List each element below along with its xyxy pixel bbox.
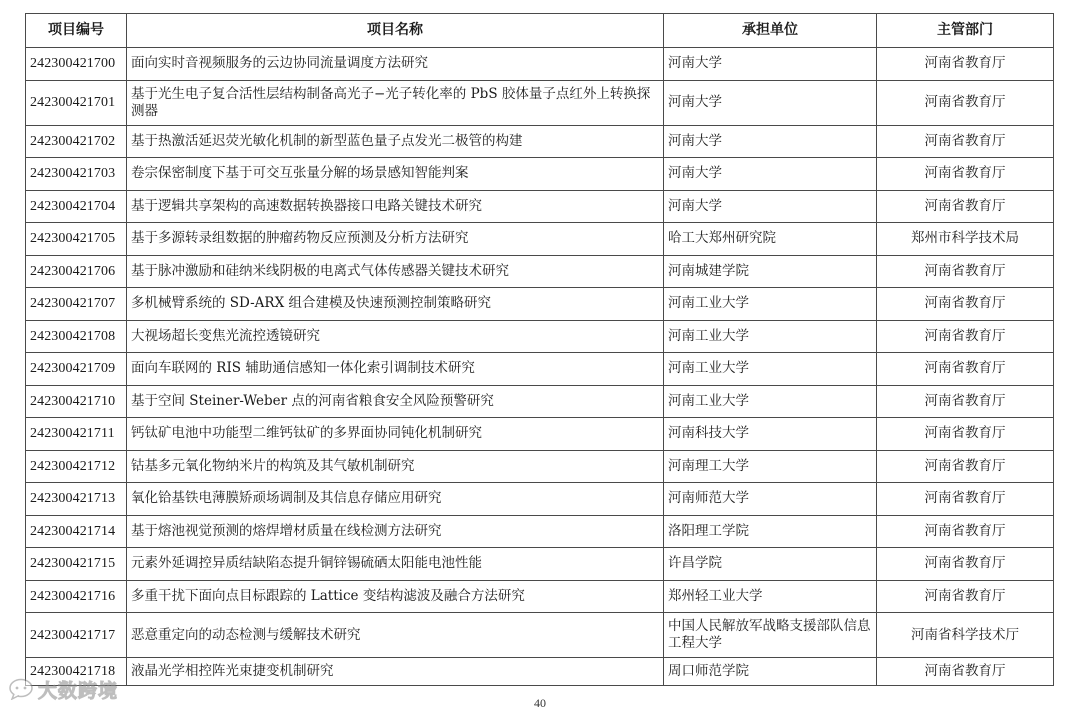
cell-supervising-dept: 河南省教育厅	[877, 450, 1054, 483]
cell-project-name: 基于空间 Steiner-Weber 点的河南省粮食安全风险预警研究	[127, 385, 664, 418]
cell-project-name: 面向车联网的 RIS 辅助通信感知一体化索引调制技术研究	[127, 353, 664, 386]
table-row	[26, 125, 1054, 158]
cell-undertaking-unit: 中国人民解放军战略支援部队信息工程大学	[664, 613, 877, 658]
cell-project-id: 242300421716	[26, 580, 127, 613]
table-row	[26, 80, 1054, 125]
cell-project-id: 242300421709	[26, 353, 127, 386]
header-supervising-dept: 主管部门	[877, 14, 1054, 48]
cell-project-id: 242300421700	[26, 48, 127, 81]
table-row	[26, 288, 1054, 321]
cell-undertaking-unit: 洛阳理工学院	[664, 515, 877, 548]
cell-supervising-dept: 河南省教育厅	[877, 580, 1054, 613]
table-row	[26, 158, 1054, 191]
cell-project-id: 242300421703	[26, 158, 127, 191]
cell-project-id: 242300421718	[26, 658, 127, 686]
cell-undertaking-unit: 河南理工大学	[664, 450, 877, 483]
cell-supervising-dept: 河南省教育厅	[877, 385, 1054, 418]
cell-undertaking-unit: 河南工业大学	[664, 320, 877, 353]
project-table	[25, 13, 1054, 686]
cell-undertaking-unit: 郑州轻工业大学	[664, 580, 877, 613]
table-header	[26, 14, 1054, 48]
cell-supervising-dept: 河南省教育厅	[877, 658, 1054, 686]
cell-project-name: 液晶光学相控阵光束捷变机制研究	[127, 658, 664, 686]
cell-supervising-dept: 河南省教育厅	[877, 48, 1054, 81]
cell-project-name: 基于熔池视觉预测的熔焊增材质量在线检测方法研究	[127, 515, 664, 548]
cell-supervising-dept: 河南省教育厅	[877, 190, 1054, 223]
cell-undertaking-unit: 河南大学	[664, 190, 877, 223]
cell-supervising-dept: 河南省教育厅	[877, 320, 1054, 353]
cell-project-name: 元素外延调控异质结缺陷态提升铜锌锡硫硒太阳能电池性能	[127, 548, 664, 581]
page-number: 40	[534, 696, 546, 710]
cell-supervising-dept: 河南省教育厅	[877, 483, 1054, 516]
header-project-id: 项目编号	[26, 14, 127, 48]
cell-project-name: 基于逻辑共享架构的高速数据转换器接口电路关键技术研究	[127, 190, 664, 223]
cell-undertaking-unit: 河南城建学院	[664, 255, 877, 288]
table-row	[26, 515, 1054, 548]
cell-project-id: 242300421708	[26, 320, 127, 353]
cell-undertaking-unit: 哈工大郑州研究院	[664, 223, 877, 256]
cell-supervising-dept: 河南省教育厅	[877, 255, 1054, 288]
cell-project-name: 氧化铪基铁电薄膜矫顽场调制及其信息存储应用研究	[127, 483, 664, 516]
cell-project-name: 恶意重定向的动态检测与缓解技术研究	[127, 613, 664, 658]
table-row	[26, 450, 1054, 483]
table-row	[26, 255, 1054, 288]
table-row	[26, 223, 1054, 256]
cell-undertaking-unit: 河南师范大学	[664, 483, 877, 516]
cell-supervising-dept: 郑州市科学技术局	[877, 223, 1054, 256]
cell-project-name: 基于多源转录组数据的肿瘤药物反应预测及分析方法研究	[127, 223, 664, 256]
cell-undertaking-unit: 河南大学	[664, 48, 877, 81]
table-row	[26, 48, 1054, 81]
cell-supervising-dept: 河南省教育厅	[877, 418, 1054, 451]
cell-project-id: 242300421704	[26, 190, 127, 223]
cell-supervising-dept: 河南省教育厅	[877, 548, 1054, 581]
cell-undertaking-unit: 河南大学	[664, 80, 877, 125]
cell-project-id: 242300421717	[26, 613, 127, 658]
table-row	[26, 353, 1054, 386]
table-row	[26, 580, 1054, 613]
cell-project-id: 242300421702	[26, 125, 127, 158]
cell-project-id: 242300421712	[26, 450, 127, 483]
project-list-sheet	[25, 13, 1053, 686]
table-row	[26, 190, 1054, 223]
header-undertaking-unit: 承担单位	[664, 14, 877, 48]
header-project-name: 项目名称	[127, 14, 664, 48]
cell-project-name: 卷宗保密制度下基于可交互张量分解的场景感知智能判案	[127, 158, 664, 191]
cell-project-name: 多重干扰下面向点目标跟踪的 Lattice 变结构滤波及融合方法研究	[127, 580, 664, 613]
cell-project-id: 242300421714	[26, 515, 127, 548]
cell-project-id: 242300421706	[26, 255, 127, 288]
cell-undertaking-unit: 河南工业大学	[664, 288, 877, 321]
cell-project-name: 基于光生电子复合活性层结构制备高光子−光子转化率的 PbS 胶体量子点红外上转换探测器	[127, 80, 664, 125]
table-body	[26, 48, 1054, 686]
cell-project-id: 242300421711	[26, 418, 127, 451]
cell-project-name: 基于脉冲激励和硅纳米线阴极的电离式气体传感器关键技术研究	[127, 255, 664, 288]
table-row	[26, 320, 1054, 353]
cell-project-id: 242300421705	[26, 223, 127, 256]
cell-supervising-dept: 河南省科学技术厅	[877, 613, 1054, 658]
cell-project-id: 242300421713	[26, 483, 127, 516]
cell-project-id: 242300421707	[26, 288, 127, 321]
cell-project-id: 242300421701	[26, 80, 127, 125]
cell-supervising-dept: 河南省教育厅	[877, 158, 1054, 191]
cell-supervising-dept: 河南省教育厅	[877, 80, 1054, 125]
cell-project-id: 242300421710	[26, 385, 127, 418]
cell-project-name: 钙钛矿电池中功能型二维钙钛矿的多界面协同钝化机制研究	[127, 418, 664, 451]
cell-supervising-dept: 河南省教育厅	[877, 125, 1054, 158]
cell-project-name: 面向实时音视频服务的云边协同流量调度方法研究	[127, 48, 664, 81]
watermark-text: 大数跨境	[38, 679, 119, 702]
header-row	[26, 14, 1054, 48]
table-row	[26, 613, 1054, 658]
cell-project-id: 242300421715	[26, 548, 127, 581]
cell-undertaking-unit: 河南工业大学	[664, 353, 877, 386]
cell-undertaking-unit: 许昌学院	[664, 548, 877, 581]
cell-undertaking-unit: 河南大学	[664, 125, 877, 158]
cell-project-name: 大视场超长变焦光流控透镜研究	[127, 320, 664, 353]
cell-project-name: 多机械臂系统的 SD-ARX 组合建模及快速预测控制策略研究	[127, 288, 664, 321]
cell-undertaking-unit: 周口师范学院	[664, 658, 877, 686]
cell-undertaking-unit: 河南大学	[664, 158, 877, 191]
table-row	[26, 418, 1054, 451]
table-row	[26, 658, 1054, 686]
cell-supervising-dept: 河南省教育厅	[877, 288, 1054, 321]
table-row	[26, 548, 1054, 581]
table-row	[26, 385, 1054, 418]
cell-supervising-dept: 河南省教育厅	[877, 353, 1054, 386]
cell-project-name: 钴基多元氧化物纳米片的构筑及其气敏机制研究	[127, 450, 664, 483]
cell-project-name: 基于热激活延迟荧光敏化机制的新型蓝色量子点发光二极管的构建	[127, 125, 664, 158]
cell-undertaking-unit: 河南科技大学	[664, 418, 877, 451]
cell-supervising-dept: 河南省教育厅	[877, 515, 1054, 548]
table-row	[26, 483, 1054, 516]
cell-undertaking-unit: 河南工业大学	[664, 385, 877, 418]
